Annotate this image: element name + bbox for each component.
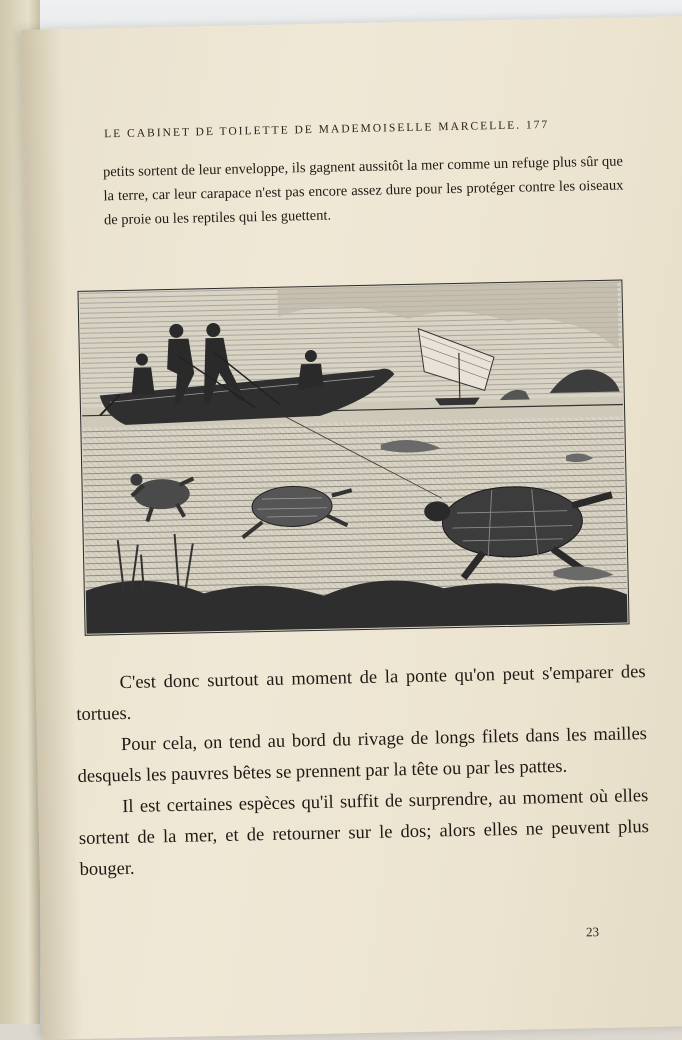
paragraph-2: Pour cela, on tend au bord du rivage de longs filets dans les mailles desquels les pauvres bêtes se prennent par la tête ou par les pattes.: [77, 724, 648, 787]
running-header: LE CABINET DE TOILETTE DE MADEMOISELLE MARCELLE. 177: [104, 118, 550, 141]
paragraph-1: C'est donc surtout au moment de la ponte qu'on peut s'emparer des tortues.: [76, 662, 646, 726]
page-number: 23: [585, 924, 600, 940]
top-paragraph: petits sortent de leur enveloppe, ils gagnent aussitôt la mer comme un refuge plus sûr que la terre, car leur carapace n'est pas encore assez dure pour les protéger contre les oiseaux de proie ou les reptiles qui les guettent.: [102, 153, 624, 229]
main-text: [75, 657, 649, 886]
engraving-illustration: [77, 279, 629, 635]
book-page: [22, 16, 682, 1040]
paragraph-3: Il est certaines espèces qu'il suffit de surprendre, au moment où elles sortent de la mer, et de retourner sur le dos; alors elles ne peuvent plus bouger.: [78, 786, 650, 880]
